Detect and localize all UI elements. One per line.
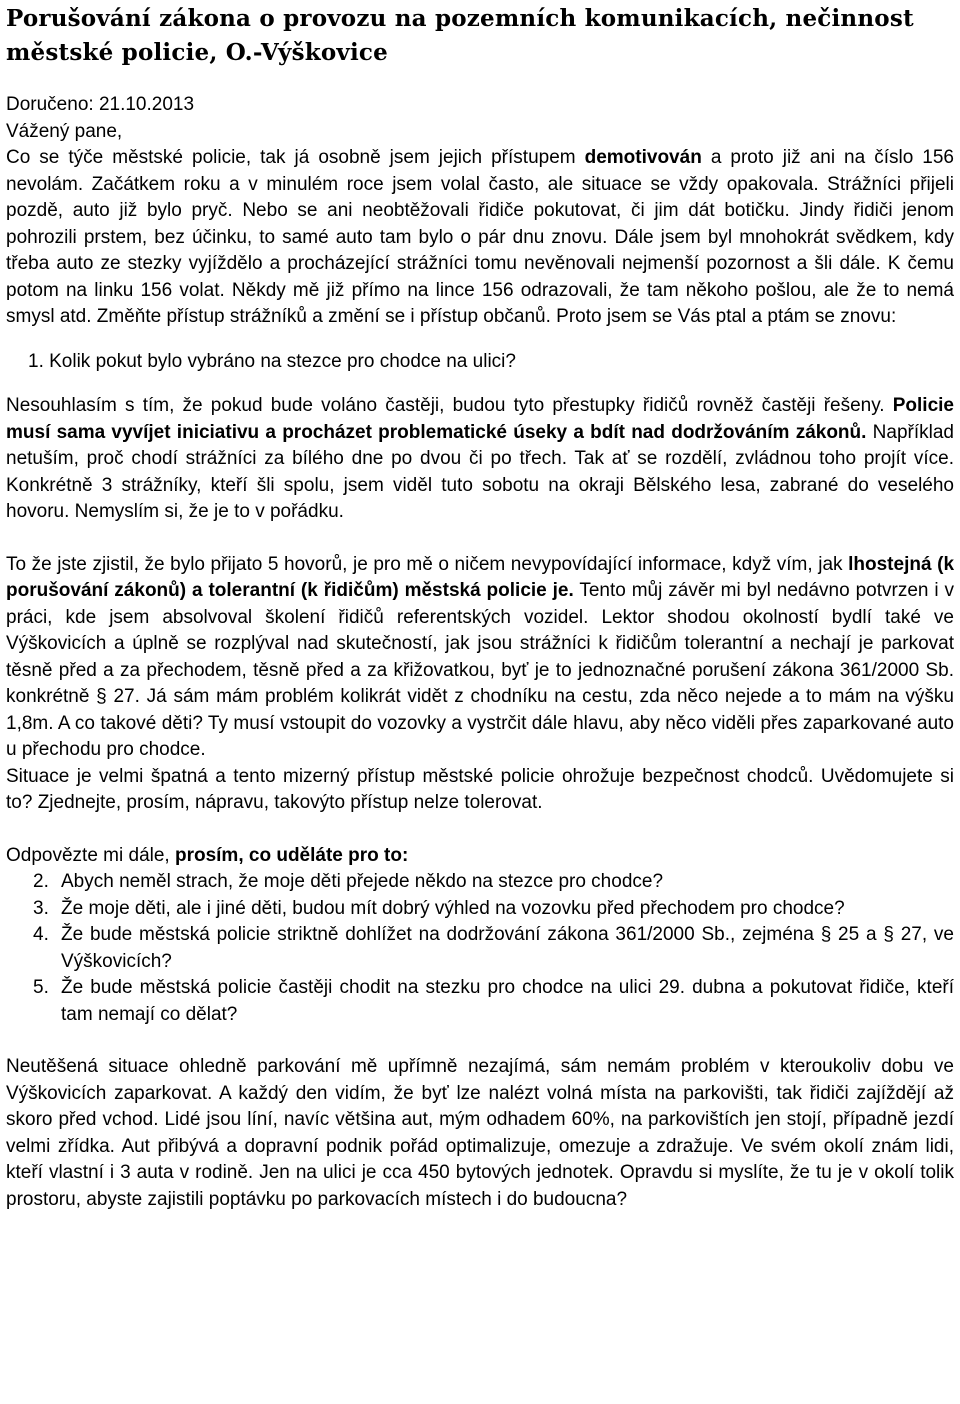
- paragraph-1-emphasis: demotivován: [584, 147, 702, 168]
- list-item: [6, 975, 954, 1028]
- paragraph-1-text-c: a proto již ani na číslo 156 nevolám. Začátkem roku a v minulém roce jsem volal často, ale situace se vždy opakovala. Strážníci přijeli pozdě, auto již bylo pryč. Nebo se ani neobtěžovali řidiče pokutovat, či jim dát botičku. Jindy řidiči jenom pohrozili prstem, bez účinku, to samé auto tam bylo o pár dnu znovu. Dále jsem byl mnohokrát svědkem, kdy třeba auto ze stezky vyjíždělo a procházející strážníci tomu nevěnovali nejmenší pozornost a šli dále. K čemu potom na linku 156 volat. Někdy mě již přímo na lince 156 odrazovali, že tam někoho pošlou, ale že to nemá smysl atd. Změňte přístup strážníků a změní se i přístup občanů. Proto jsem se Vás ptal a ptám se znovu:: [6, 147, 954, 327]
- list-item: [6, 869, 954, 896]
- document-page: [6, 0, 954, 1213]
- paragraph-1-text-a: Co se týče městské policie, tak já osobně jsem jejich přístupem: [6, 147, 585, 168]
- list-item: [6, 896, 954, 923]
- list-item-text: Abych neměl strach, že moje děti přejede někdo na stezce pro chodce?: [61, 871, 664, 892]
- list-item-number: 5.: [33, 977, 49, 998]
- list-item-text: Že bude městská policie striktně dohlížet na dodržování zákona 361/2000 Sb., zejména § 25 a § 27, ve Výškovicích?: [61, 924, 954, 972]
- paragraph-2: [6, 393, 954, 526]
- paragraph-4: Situace je velmi špatná a tento mizerný přístup městské policie ohrožuje bezpečnost chodců. Uvědomujete si to? Zjednejte, prosím, nápravu, takovýto přístup nelze tolerovat.: [6, 765, 954, 813]
- paragraph-2-text-a: Nesouhlasím s tím, že pokud bude voláno častěji, budou tyto přestupky řidičů rovněž častěji řešeny.: [6, 395, 893, 416]
- list-item-text: Že moje děti, ale i jiné děti, budou mít dobrý výhled na vozovku před přechodem pro chodce?: [61, 897, 845, 919]
- document-title: Porušování zákona o provozu na pozemních komunikacích, nečinnost městské policie, O.-Výškovice: [6, 5, 914, 66]
- paragraph-1: [6, 145, 954, 331]
- delivered-date: Doručeno: 21.10.2013: [6, 94, 195, 115]
- paragraph-3-text-a: To že jste zjistil, že bylo přijato 5 hovorů, je pro mě o ničem nevypovídající informace, když vím, jak: [6, 553, 849, 575]
- paragraph-5: [6, 843, 954, 870]
- paragraph-5-text-a: Odpovězte mi dále,: [6, 844, 175, 866]
- paragraph-3-text-c: Tento můj závěr mi byl nedávno potvrzen i v práci, kde jsem absolvoval školení řidičů referentských vozidel. Lektor shodou okolností bydlí také ve Výškovicích a úplně se rozplýval nad skutečností, jak jsou strážníci k řidičům tolerantní a nechají je parkovat těsně před a za přechodem, těsně před a za křižovatkou, byť je to jednoznačné porušení zákona 361/2000 Sb. konkrétně § 27. Já sám mám problém kolikrát vidět z chodníku na cestu, zda něco nejede a to mám na výšku 1,8m. A co takové děti? Ty musí vstoupit do vozovky a vystrčit dále hlavu, aby něco viděli přes zaparkované auto u přechodu pro chodce.: [6, 580, 954, 760]
- list-item: [6, 922, 954, 975]
- paragraph-3: [6, 552, 954, 764]
- greeting: Vážený pane,: [6, 120, 123, 142]
- paragraph-6: Neutěšená situace ohledně parkování mě upřímně nezajímá, sám nemám problém v kteroukoliv dobu ve Výškovicích zaparkovat. A každý den vidím, že byť lze nalézt volná místa na parkovišti, tak řidiči zajíždějí až skoro před vchod. Lidé jsou líní, navíc většina aut, mým odhadem 60%, na parkovištích jen stojí, případně jezdí velmi zřídka. Aut přibývá a dopravní podnik pořád optimalizuje, omezuje a zdražuje. Ve svém okolí znám lidi, kteří vlastní i 3 auta v rodině. Jen na ulici je cca 450 bytových jednotek. Opravdu si myslíte, že tu je v okolí tolik prostoru, abyste zajistili poptávku po parkovacích místech i do budoucna?: [6, 1056, 954, 1210]
- question-1: 1. Kolik pokut bylo vybráno na stezce pro chodce na ulici?: [28, 350, 516, 372]
- list-item-number: 4.: [33, 924, 49, 945]
- list-item-text: Že bude městská policie častěji chodit na stezku pro chodce na ulici 29. dubna a pokutovat řidiče, kteří tam nemají co dělat?: [61, 977, 954, 1025]
- paragraph-5-emphasis: prosím, co uděláte pro to:: [174, 844, 409, 866]
- list-item-number: 2.: [33, 871, 49, 892]
- paragraph-2-emphasis: Policie musí sama vyvíjet iniciativu a procházet problematické úseky a bdít nad dodržováním zákonů.: [6, 395, 954, 443]
- question-list: [6, 869, 954, 1028]
- paragraph-2-text-c: Například netuším, proč chodí strážníci za bílého dne po dvou či po třech. Tak ať se rozdělí, zvládnou toho projít více. Konkrétně 3 strážníky, kteří šli spolu, jsem viděl tuto sobotu na okraji Bělského lesa, zabrané do veselého hovoru. Nemyslím si, že je to v pořádku.: [6, 421, 954, 522]
- list-item-number: 3.: [33, 897, 49, 919]
- paragraph-3-emphasis: lhostejná (k porušování zákonů) a tolerantní (k řidičům) městská policie je.: [6, 553, 955, 601]
